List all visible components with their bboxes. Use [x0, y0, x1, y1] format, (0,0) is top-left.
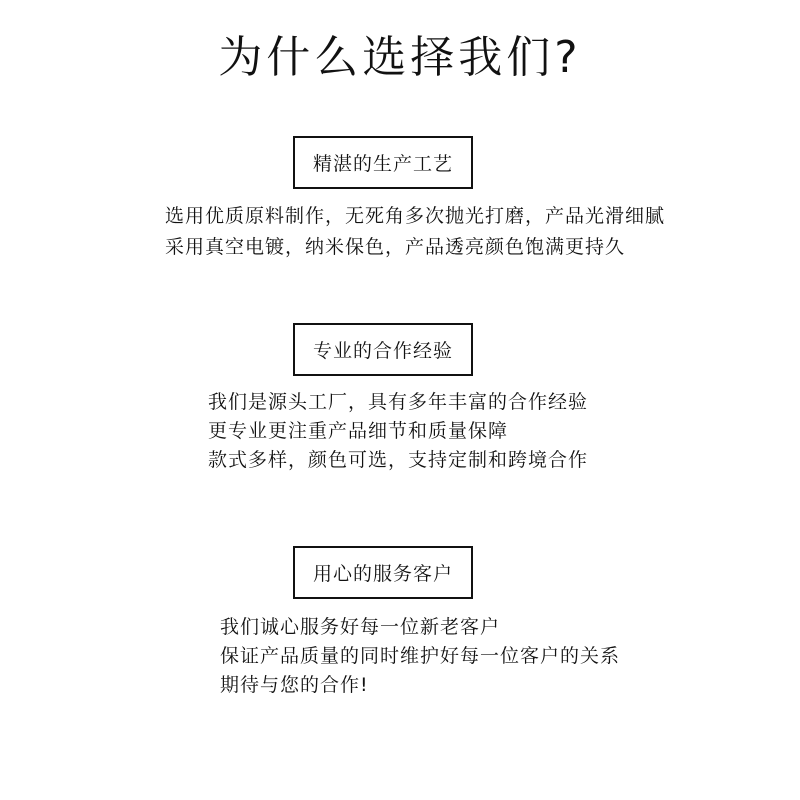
- section-heading-service: [293, 546, 473, 599]
- section-body-craftsmanship: [165, 201, 665, 263]
- body-line: 我们是源头工厂，具有多年丰富的合作经验: [208, 391, 589, 413]
- section-body-service: [220, 613, 620, 700]
- section-heading-craftsmanship: [293, 136, 473, 189]
- section-heading-label: 专业的合作经验: [312, 340, 453, 362]
- body-line: 我们诚心服务好每一位新老客户: [220, 616, 501, 638]
- page-title: 为什么选择我们?: [218, 32, 582, 83]
- body-line: 更专业更注重产品细节和质量保障: [208, 420, 509, 442]
- body-line: 采用真空电镀，纳米保色，产品透亮颜色饱满更持久: [165, 236, 626, 258]
- section-body-experience: [208, 388, 588, 475]
- body-line: 选用优质原料制作，无死角多次抛光打磨，产品光滑细腻: [165, 205, 666, 227]
- section-heading-label: 精湛的生产工艺: [312, 153, 453, 175]
- body-line: 期待与您的合作!: [220, 674, 369, 696]
- body-line: 款式多样，颜色可选，支持定制和跨境合作: [208, 449, 589, 471]
- body-line: 保证产品质量的同时维护好每一位客户的关系: [220, 645, 621, 667]
- section-heading-experience: [293, 323, 473, 376]
- section-heading-label: 用心的服务客户: [312, 563, 453, 585]
